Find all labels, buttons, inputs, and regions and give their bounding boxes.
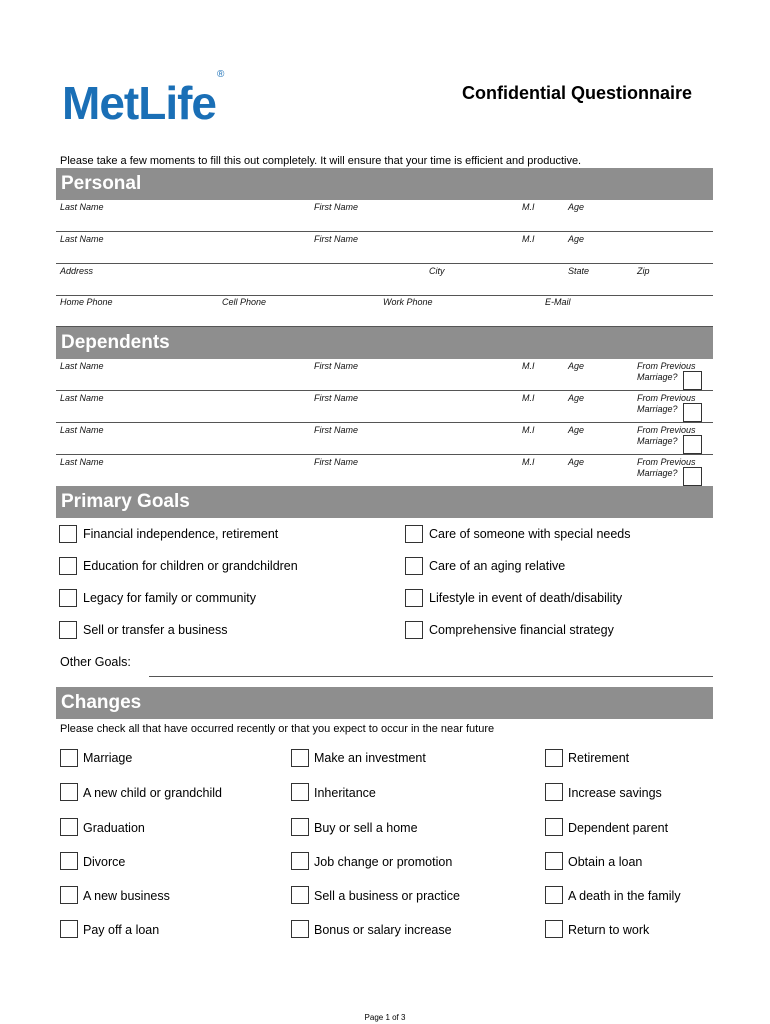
dependent-last-name-label: Last Name: [60, 361, 104, 371]
city-label: City: [429, 266, 445, 276]
page-number: Page 1 of 3: [364, 1013, 406, 1022]
personal-age-label: Age: [568, 202, 585, 212]
change-checkbox[interactable]: [545, 749, 563, 767]
dependent-first-name-label: First Name: [314, 393, 359, 403]
change-label: Return to work: [568, 923, 650, 937]
changes-instruction: Please check all that have occurred recently or that you expect to occur in the near future: [60, 723, 495, 735]
dependent-age-label: Age: [568, 457, 585, 467]
previous-marriage-checkbox[interactable]: [683, 371, 702, 390]
dependent-last-name-label: Last Name: [60, 393, 104, 403]
change-checkbox[interactable]: [545, 852, 563, 870]
goal-label: Care of someone with special needs: [429, 527, 631, 541]
change-checkbox[interactable]: [60, 783, 78, 801]
spouse-age-label: Age: [568, 234, 585, 244]
change-label: Dependent parent: [568, 821, 669, 835]
personal-last-name-label: Last Name: [60, 202, 104, 212]
dependent-mi-label: M.I: [522, 457, 535, 467]
change-checkbox[interactable]: [291, 852, 309, 870]
change-checkbox[interactable]: [291, 783, 309, 801]
goal-label: Care of an aging relative: [429, 559, 566, 573]
goal-checkbox[interactable]: [59, 589, 77, 607]
state-label: State: [568, 266, 590, 276]
dependent-mi-label: M.I: [522, 361, 535, 371]
change-checkbox[interactable]: [291, 920, 309, 938]
change-label: Job change or promotion: [314, 855, 453, 869]
address-label: Address: [60, 266, 94, 276]
change-label: Make an investment: [314, 751, 426, 765]
change-label: Bonus or salary increase: [314, 923, 452, 937]
change-checkbox[interactable]: [60, 749, 78, 767]
previous-marriage-checkbox[interactable]: [683, 467, 702, 486]
previous-marriage-checkbox[interactable]: [683, 435, 702, 454]
work-phone-label: Work Phone: [383, 297, 433, 307]
change-checkbox[interactable]: [545, 886, 563, 904]
dependent-field-line[interactable]: [56, 390, 713, 391]
spouse-field-line[interactable]: [56, 263, 713, 264]
dependent-first-name-label: First Name: [314, 425, 359, 435]
change-label: Obtain a loan: [568, 855, 643, 869]
goal-label: Comprehensive financial strategy: [429, 623, 614, 637]
dependent-mi-label: M.I: [522, 393, 535, 403]
dependent-previous-marriage-label: From Previous Marriage?: [637, 457, 696, 478]
change-checkbox[interactable]: [545, 818, 563, 836]
personal-field-line[interactable]: [56, 231, 713, 232]
dependent-last-name-label: Last Name: [60, 457, 104, 467]
goal-checkbox[interactable]: [405, 525, 423, 543]
dependent-age-label: Age: [568, 361, 585, 371]
email-label: E-Mail: [545, 297, 571, 307]
dependent-field-line[interactable]: [56, 422, 713, 423]
dependent-mi-label: M.I: [522, 425, 535, 435]
change-checkbox[interactable]: [60, 852, 78, 870]
goal-checkbox[interactable]: [405, 557, 423, 575]
change-label: Retirement: [568, 751, 630, 765]
change-checkbox[interactable]: [60, 818, 78, 836]
registered-mark: ®: [217, 68, 224, 80]
personal-first-name-label: First Name: [314, 202, 359, 212]
other-goals-label: Other Goals:: [60, 655, 131, 669]
spouse-first-name-label: First Name: [314, 234, 359, 244]
change-label: A death in the family: [568, 889, 681, 903]
change-label: A new child or grandchild: [83, 786, 222, 800]
other-goals-field-line[interactable]: [149, 676, 713, 677]
change-checkbox[interactable]: [545, 783, 563, 801]
spouse-last-name-label: Last Name: [60, 234, 104, 244]
change-checkbox[interactable]: [545, 920, 563, 938]
dependent-previous-marriage-label: From Previous Marriage?: [637, 361, 696, 382]
change-label: Graduation: [83, 821, 145, 835]
goal-label: Education for children or grandchildren: [83, 559, 298, 573]
section-header-dependents: Dependents: [56, 327, 713, 359]
spouse-mi-label: M.I: [522, 234, 535, 244]
change-label: Inheritance: [314, 786, 376, 800]
section-header-changes: Changes: [56, 687, 713, 719]
goal-checkbox[interactable]: [405, 589, 423, 607]
intro-text: Please take a few moments to fill this out completely. It will ensure that your time is efficient and productive.: [60, 155, 582, 167]
goal-checkbox[interactable]: [59, 557, 77, 575]
change-label: Sell a business or practice: [314, 889, 460, 903]
change-label: Buy or sell a home: [314, 821, 418, 835]
change-label: Increase savings: [568, 786, 662, 800]
goal-label: Sell or transfer a business: [83, 623, 228, 637]
dependent-first-name-label: First Name: [314, 361, 359, 371]
dependent-field-line[interactable]: [56, 454, 713, 455]
goal-checkbox[interactable]: [59, 525, 77, 543]
metlife-logo: MetLife®: [62, 68, 224, 129]
goal-checkbox[interactable]: [405, 621, 423, 639]
section-header-personal: Personal: [56, 168, 713, 200]
change-checkbox[interactable]: [291, 749, 309, 767]
change-checkbox[interactable]: [60, 886, 78, 904]
goal-label: Lifestyle in event of death/disability: [429, 591, 623, 605]
dependent-age-label: Age: [568, 425, 585, 435]
dependent-age-label: Age: [568, 393, 585, 403]
dependent-first-name-label: First Name: [314, 457, 359, 467]
home-phone-label: Home Phone: [60, 297, 113, 307]
goal-label: Legacy for family or community: [83, 591, 256, 605]
dependent-previous-marriage-label: From Previous Marriage?: [637, 425, 696, 446]
change-label: A new business: [83, 889, 170, 903]
goal-checkbox[interactable]: [59, 621, 77, 639]
dependent-previous-marriage-label: From Previous Marriage?: [637, 393, 696, 414]
document-title: Confidential Questionnaire: [462, 83, 693, 103]
change-checkbox[interactable]: [291, 818, 309, 836]
section-header-primary-goals: Primary Goals: [56, 486, 713, 518]
cell-phone-label: Cell Phone: [222, 297, 267, 307]
goal-label: Financial independence, retirement: [83, 527, 279, 541]
zip-label: Zip: [637, 266, 650, 276]
change-label: Pay off a loan: [83, 923, 160, 937]
address-field-line[interactable]: [56, 295, 713, 296]
change-label: Divorce: [83, 855, 126, 869]
change-checkbox[interactable]: [291, 886, 309, 904]
personal-mi-label: M.I: [522, 202, 535, 212]
dependent-last-name-label: Last Name: [60, 425, 104, 435]
change-label: Marriage: [83, 751, 133, 765]
previous-marriage-checkbox[interactable]: [683, 403, 702, 422]
change-checkbox[interactable]: [60, 920, 78, 938]
